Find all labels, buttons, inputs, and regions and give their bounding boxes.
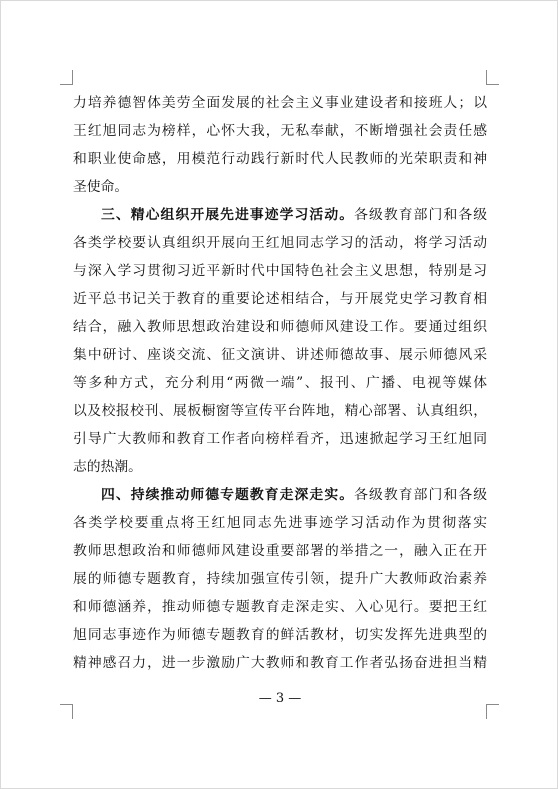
text-line: 各类学校要重点将王红旭同志先进事迹学习活动作为贯彻落实 bbox=[73, 515, 487, 531]
section-4-first-line-text: 各级教育部门和各级 bbox=[354, 487, 487, 503]
text-line: 精神感召力，进一步激励广大教师和教育工作者弘扬奋进担当精 bbox=[73, 655, 487, 671]
section-3-first-line bbox=[73, 201, 487, 229]
corner-mark-bottom-right bbox=[486, 704, 499, 719]
text-line: 志的热潮。 bbox=[73, 459, 142, 475]
text-line: 教师思想政治和师德师风建设重要部署的举措之一，融入正在开 bbox=[73, 543, 487, 559]
text-line: 等多种方式，充分利用“两微一端”、报刊、广播、电视等媒体 bbox=[73, 375, 487, 391]
text-line: 和职业使命感，用模范行动践行新时代人民教师的光荣职责和神 bbox=[73, 151, 487, 167]
text-line: 王红旭同志为榜样，心怀大我，无私奉献，不断增强社会责任感 bbox=[73, 123, 487, 139]
text-line: 集中研讨、座谈交流、征文演讲、讲述师德故事、展示师德风采 bbox=[73, 347, 487, 363]
text-line: 与深入学习贯彻习近平新时代中国特色社会主义思想，特别是习 bbox=[73, 263, 487, 279]
text-line: 引导广大教师和教育工作者向榜样看齐，迅速掀起学习王红旭同 bbox=[73, 431, 487, 447]
section-4-first-line bbox=[73, 481, 487, 509]
document-body bbox=[73, 89, 487, 677]
text-line: 各类学校要认真组织开展向王红旭同志学习的活动，将学习活动 bbox=[73, 235, 487, 251]
section-3-heading: 三、精心组织开展先进事迹学习活动。 bbox=[101, 207, 355, 223]
text-line: 力培养德智体美劳全面发展的社会主义事业建设者和接班人；以 bbox=[73, 95, 487, 111]
section-3-first-line-text: 各级教育部门和各级 bbox=[354, 207, 487, 223]
text-line: 近平总书记关于教育的重要论述相结合，与开展党史学习教育相 bbox=[73, 291, 487, 307]
text-line: 以及校报校刊、展板橱窗等宣传平台阵地，精心部署、认真组织， bbox=[73, 403, 487, 419]
section-4-heading: 四、持续推动师德专题教育走深走实。 bbox=[101, 487, 355, 503]
text-line: 旭同志事迹作为师德专题教育的鲜活教材，切实发挥先进典型的 bbox=[73, 627, 487, 643]
corner-mark-bottom-left bbox=[60, 704, 73, 719]
corner-mark-top-left bbox=[60, 70, 73, 85]
text-line: 结合，融入教师思想政治建设和师德师风建设工作。要通过组织 bbox=[73, 319, 487, 335]
corner-mark-top-right bbox=[486, 70, 499, 85]
text-line: 和师德涵养，推动师德专题教育走深走实、入心见行。要把王红 bbox=[73, 599, 487, 615]
page-number: — 3 — bbox=[258, 691, 302, 706]
text-line: 圣使命。 bbox=[73, 179, 129, 195]
text-line: 展的师德专题教育，持续加强宣传引领，提升广大教师政治素养 bbox=[73, 571, 487, 587]
